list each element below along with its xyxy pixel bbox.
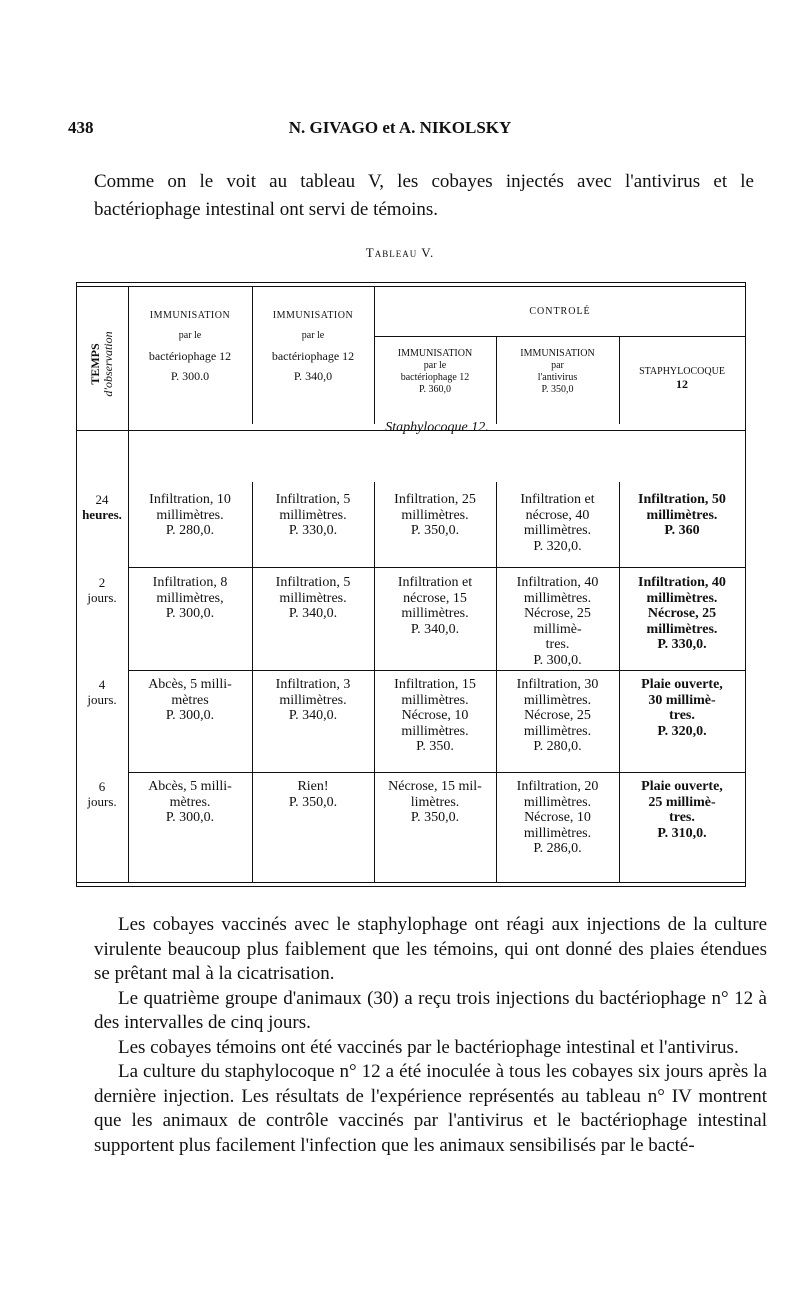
table-cell-line: millimètres.: [401, 723, 469, 739]
table-cell: [496, 492, 619, 554]
table-cell-line: P. 310,0.: [657, 825, 707, 841]
table-cell-line: tres.: [545, 637, 570, 652]
column-header-2-line: P. 340,0: [293, 369, 333, 383]
table-cell-line: P. 340,0.: [288, 606, 338, 621]
table-cell-line: millimètres.: [279, 692, 347, 708]
row-separator: [128, 567, 746, 568]
table-right-border: [745, 282, 746, 887]
table-cell-line: Infiltration, 8: [152, 575, 228, 590]
table-cell-line: millimètres.: [401, 507, 469, 523]
control-column-header-1-line: P. 360,0: [419, 384, 451, 395]
table-cell-line: millimètres.: [523, 523, 592, 538]
table-cell-line: P. 330,0.: [657, 637, 707, 652]
time-header-text: [89, 331, 115, 396]
table-cell-line: 25 millimè-: [648, 794, 716, 810]
table-cell-line: Nécrose, 25: [524, 708, 591, 723]
row-time-line: 6: [98, 779, 106, 794]
control-column-header-2-line: P. 350,0: [541, 384, 574, 395]
control-column-header-3-line: STAPHYLOCOQUE: [639, 366, 725, 377]
control-column-header-2-line: l'antivirus: [537, 372, 578, 383]
table-bottom-border-inner: [76, 886, 746, 887]
table-cell-line: millimètres.: [279, 507, 347, 523]
time-header: [76, 304, 128, 424]
row-time-line: 24: [95, 492, 109, 507]
row-time-line: jours.: [87, 692, 117, 707]
table-cell-line: Infiltration, 5: [275, 492, 351, 507]
table-cell-line: Infiltration, 3: [275, 677, 351, 692]
page-header: [0, 118, 800, 148]
table-cell-line: P. 350,0.: [410, 810, 460, 825]
table-caption: Tableau V.: [365, 245, 435, 260]
table-top-border-inner: [76, 286, 746, 287]
table-cell-line: P. 330,0.: [288, 523, 338, 538]
table-cell: [496, 779, 619, 857]
table-cell: [128, 677, 252, 724]
table-cell-line: P. 320,0.: [657, 723, 707, 739]
table-cell-line: P. 360: [664, 523, 700, 538]
table-cell-line: tres.: [669, 708, 695, 723]
control-column-header-1: [374, 348, 496, 396]
intro-text: Comme on le voit au tableau V, les cobayes injectés avec l'antivirus et le bactériophage intestinal ont servi de témoins.: [94, 171, 754, 220]
table-cell-line: Nécrose, 15 mil-: [388, 779, 482, 794]
table-cell-line: millimètres.: [646, 507, 718, 523]
row-time-line: 2: [98, 575, 106, 590]
table-cell: [619, 492, 745, 539]
table-cell-line: Infiltration, 15: [394, 677, 476, 692]
table-cell: [619, 779, 745, 841]
body-paragraph: La culture du staphylocoque n° 12 a été inoculée à tous les cobayes six jours après la dernière injection. Les résultats de l'expérience représentés au tableau n° IV montrent que les animaux de contrôle vaccinés par l'antivirus et le bactériophage intestinal supportent plus facilement l'infection que les animaux sensibilisés par le bacté-: [94, 1061, 767, 1156]
table-cell-line: Infiltration, 10: [149, 492, 231, 507]
table-cell-line: millimètres.: [646, 621, 718, 637]
page-number: 438: [68, 118, 94, 137]
control-column-header-1-line: bactériophage 12: [400, 372, 470, 383]
running-head: N. GIVAGO et A. NIKOLSKY: [288, 118, 512, 137]
table-cell-line: P. 350.: [416, 739, 454, 754]
table-cell-line: Nécrose, 10: [524, 810, 591, 825]
table-cell: [619, 677, 745, 739]
table-cell-line: millimètres,: [156, 590, 224, 606]
table-cell-line: Infiltration, 30: [516, 677, 599, 692]
table-cell-line: millimètres.: [523, 794, 592, 810]
table-cell: [128, 575, 252, 622]
table-cell-line: tres.: [669, 810, 695, 825]
table-cell-line: P. 286,0.: [533, 841, 582, 856]
control-column-header-2: [496, 348, 619, 396]
column-header-1-line: IMMUNISATION: [149, 310, 231, 321]
table-cell: [128, 779, 252, 826]
table-cell-line: millimètres.: [523, 825, 592, 841]
row-time: [76, 575, 128, 605]
control-column-header-2-line: IMMUNISATION: [520, 348, 595, 359]
body-text: [94, 913, 767, 1158]
table-cell: [374, 779, 496, 826]
table-cell-line: Infiltration, 50: [638, 492, 726, 507]
table-cell-line: P. 300,0.: [533, 652, 582, 668]
body-paragraph: Le quatrième groupe d'animaux (30) a reçu trois injections du bactériophage n° 12 à des intervalles de cinq jours.: [94, 987, 767, 1033]
row-time: [76, 779, 128, 809]
table-cell-line: millimètres.: [523, 590, 592, 606]
table-cell: [252, 492, 374, 539]
row-separator: [128, 772, 746, 773]
table-cell-line: Infiltration, 25: [394, 492, 476, 507]
table-cell: [128, 492, 252, 539]
table-cell-line: Infiltration, 40: [638, 575, 726, 590]
table-cell-line: P. 280,0.: [165, 523, 215, 538]
table-cell-line: Abcès, 5 milli-: [148, 677, 232, 692]
body-paragraph: Les cobayes témoins ont été vaccinés par le bactériophage intestinal et l'antivirus.: [118, 1036, 739, 1058]
table-cell-line: P. 300,0.: [165, 606, 215, 621]
table-cell-line: 30 millimè-: [648, 692, 716, 708]
control-column-header-1-line: par le: [423, 360, 447, 371]
row-time-line: 4: [98, 677, 106, 692]
table-cell: [374, 492, 496, 539]
table-cell-line: millimètres.: [523, 692, 592, 708]
column-header-2-line: bactériophage 12: [271, 349, 355, 363]
intro-paragraph: [94, 168, 754, 224]
time-header-line-1: TEMPS: [88, 343, 102, 385]
row-time-line: jours.: [87, 794, 117, 809]
row-time: [76, 677, 128, 707]
column-header-1-line: bactériophage 12: [148, 349, 232, 363]
column-header-1-line: P. 300.0: [170, 369, 210, 383]
column-header-1-line: par le: [178, 330, 202, 341]
row-separator: [128, 670, 746, 671]
control-column-header-3-line: 12: [676, 377, 688, 391]
table-cell-line: Nécrose, 25: [524, 606, 591, 621]
table-top-border: [76, 282, 746, 283]
table-cell-line: P. 350,0.: [410, 523, 460, 538]
table-cell-line: P. 320,0.: [533, 538, 582, 554]
table-cell-line: P. 340,0.: [410, 621, 460, 637]
time-header-line-2: d'observation: [101, 331, 115, 397]
table-cell-line: Nécrose, 25: [647, 606, 717, 621]
table-cell-line: Abcès, 5 milli-: [148, 779, 232, 794]
table-cell-line: Plaie ouverte,: [641, 779, 723, 794]
table-cell-line: P. 350,0.: [288, 794, 338, 810]
row-time-line: heures.: [82, 507, 122, 522]
control-subheader-border: [374, 336, 746, 337]
table-cell-line: millimètres.: [646, 590, 718, 606]
table-cell-line: Infiltration, 5: [275, 575, 351, 590]
table-cell-line: limètres.: [410, 794, 460, 810]
table-cell: [496, 575, 619, 668]
table-cell: [496, 677, 619, 755]
organism-label: Staphylocoque 12.: [385, 420, 489, 435]
table-cell-line: Infiltration, 40: [516, 575, 599, 590]
body-paragraph: Les cobayes vaccinés avec le staphylophage ont réagi aux injections de la culture virulente beaucoup plus faiblement que les témoins, qui ont donné des plaies étendues se prêtant mal à la cicatrisation.: [94, 914, 767, 984]
table-cell-line: P. 300,0.: [165, 708, 215, 723]
table-cell-line: millimètres.: [401, 692, 469, 708]
table-cell: [619, 575, 745, 653]
table-cell-line: Nécrose, 10: [401, 708, 469, 723]
table-cell-line: Rien!: [297, 779, 329, 794]
table-cell: [252, 779, 374, 810]
table-cell-line: Infiltration et: [397, 575, 473, 590]
table-cell-line: mètres: [171, 692, 209, 708]
column-header-2: [252, 306, 374, 386]
table-cell-line: P. 280,0.: [533, 739, 582, 754]
control-column-header-1-line: IMMUNISATION: [397, 348, 473, 359]
column-header-1: [128, 306, 252, 386]
table-cell-line: Infiltration et: [520, 492, 595, 507]
row-time: [76, 492, 128, 522]
table-bottom-border: [76, 882, 746, 883]
table-cell: [374, 575, 496, 637]
control-header: CONTROLÉ: [529, 306, 591, 317]
table-cell-line: P. 300,0.: [165, 810, 215, 825]
table-cell-line: nécrose, 40: [525, 507, 590, 523]
table-cell: [252, 575, 374, 622]
table-cell-line: millimètres.: [156, 507, 224, 523]
column-header-2-line: IMMUNISATION: [272, 310, 354, 321]
column-header-2-line: par le: [301, 330, 325, 341]
control-column-header-2-line: par: [551, 360, 564, 371]
table-cell-line: mètres.: [169, 794, 211, 810]
control-column-header-3: [619, 366, 745, 390]
table-cell-line: millimètres.: [523, 723, 592, 739]
table-cell-line: millimètres.: [401, 606, 469, 621]
table-cell-line: millimè-: [533, 621, 582, 637]
table-cell: [252, 677, 374, 724]
table-cell-line: nécrose, 15: [403, 590, 467, 606]
table-cell: [374, 677, 496, 755]
table-cell-line: Plaie ouverte,: [641, 677, 723, 692]
row-time-line: jours.: [87, 590, 117, 605]
table-cell-line: Infiltration, 20: [516, 779, 599, 794]
table-cell-line: P. 340,0.: [288, 708, 338, 723]
results-table: [76, 282, 746, 888]
table-cell-line: millimètres.: [279, 590, 347, 606]
